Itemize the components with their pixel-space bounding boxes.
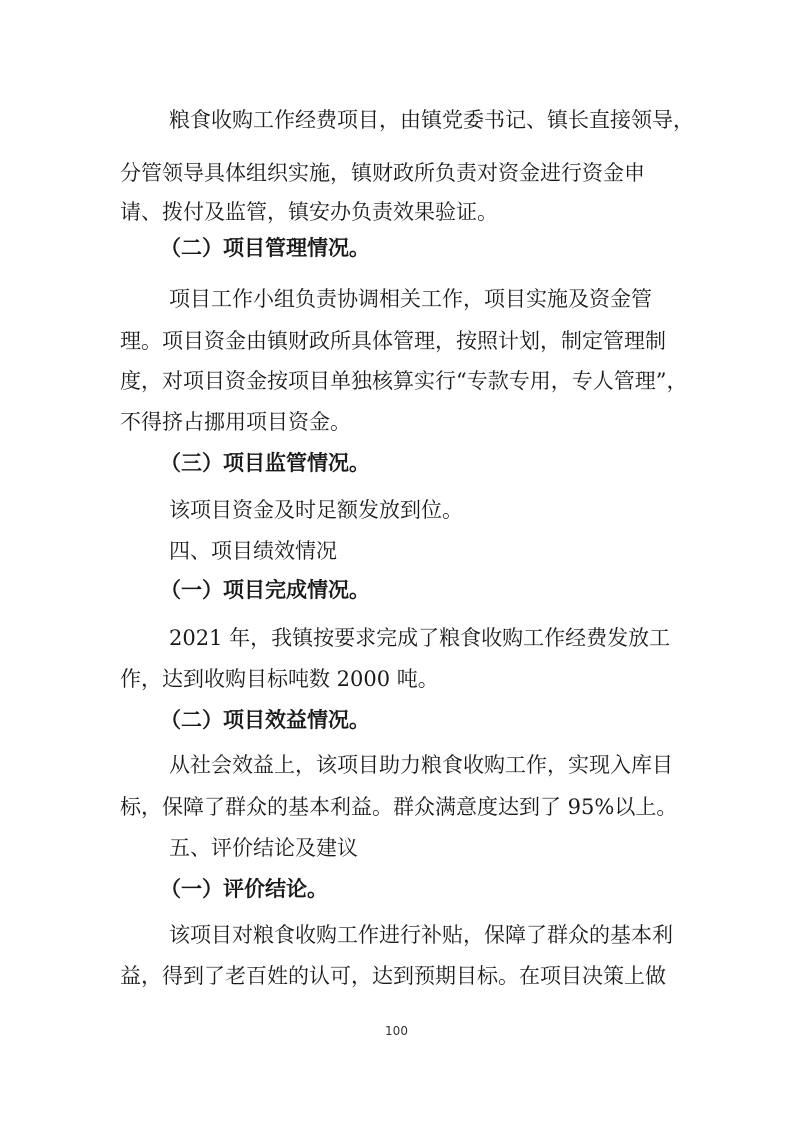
section-heading: （一）项目完成情况。 — [160, 577, 370, 602]
body-text-line: 益，得到了老百姓的认可，达到预期目标。在项目决策上做 — [120, 964, 666, 988]
body-text-line: 从社会效益上，该项目助力粮食收购工作，实现入库目 — [169, 753, 673, 777]
body-text-line: 作，达到收购目标吨数 2000 吨。 — [120, 667, 439, 691]
body-text-line: 分管领导具体组织实施，镇财政所负责对资金进行资金申 — [120, 161, 645, 185]
body-text-line: 度，对项目资金按项目单独核算实行“专款专用，专人管理”， — [120, 369, 688, 393]
section-heading: （三）项目监管情况。 — [160, 450, 370, 475]
body-text-line: 粮食收购工作经费项目，由镇党委书记、镇长直接领导， — [169, 108, 694, 132]
section-heading: （二）项目管理情况。 — [160, 235, 370, 260]
body-text-line: 理。项目资金由镇财政所具体管理，按照计划，制定管理制 — [120, 329, 666, 353]
body-text-line: 该项目资金及时足额发放到位。 — [169, 498, 463, 522]
section-heading: （二）项目效益情况。 — [160, 707, 370, 732]
body-text-line: 2021 年，我镇按要求完成了粮食收购工作经费发放工 — [169, 626, 671, 650]
section-heading: 五、评价结论及建议 — [169, 836, 358, 860]
body-text-line: 该项目对粮食收购工作进行补贴，保障了群众的基本利 — [169, 923, 673, 947]
body-text-line: 项目工作小组负责协调相关工作，项目实施及资金管 — [169, 287, 652, 311]
section-heading: 四、项目绩效情况 — [169, 539, 337, 563]
body-text-line: 请、拨付及监管，镇安办负责效果验证。 — [120, 200, 498, 224]
page-number: 100 — [385, 1024, 408, 1038]
body-text-line: 不得挤占挪用项目资金。 — [120, 410, 351, 434]
section-heading: （一）评价结论。 — [160, 876, 328, 901]
body-text-line: 标，保障了群众的基本利益。群众满意度达到了 95%以上。 — [120, 795, 678, 819]
